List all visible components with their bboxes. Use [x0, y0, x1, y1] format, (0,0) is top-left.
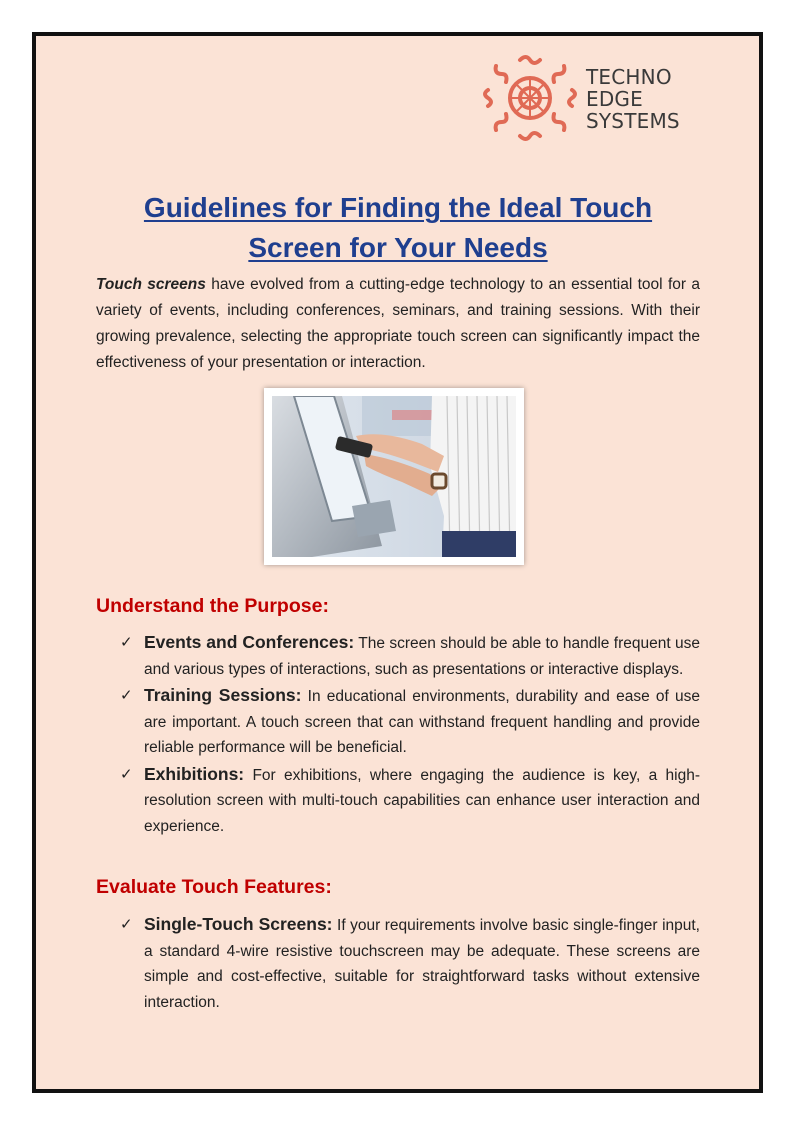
- page-title: Guidelines for Finding the Ideal Touch Screen for Your Needs: [143, 192, 653, 263]
- intro-paragraph: [96, 272, 700, 376]
- page-frame: [32, 32, 763, 1093]
- touch-features-list: [120, 912, 700, 1016]
- intro-text: have evolved from a cutting-edge technology to an essential tool for a variety of events, including conferences, seminars, and training sessions. With their growing prevalence, selecting the appropriate touch screen can significantly impact the effectiveness of your presentation or interaction.: [96, 276, 700, 371]
- logo-gear-icon: [480, 52, 580, 144]
- purpose-list: [120, 630, 700, 840]
- list-item: [120, 762, 700, 840]
- kiosk-photo: [264, 388, 524, 565]
- item-title: Exhibitions:: [144, 763, 245, 784]
- checkmark-icon: ✓: [120, 915, 133, 933]
- item-title: Training Sessions:: [144, 685, 302, 705]
- item-title: Events and Conferences:: [144, 632, 355, 652]
- company-logo: [480, 52, 700, 144]
- logo-line-techno: TECHNO: [586, 65, 672, 89]
- item-title: Single-Touch Screens:: [144, 914, 333, 934]
- list-item: [120, 630, 700, 682]
- intro-lead: Touch screens: [96, 276, 206, 293]
- logo-wordmark: [586, 66, 680, 132]
- checkmark-icon: ✓: [120, 764, 133, 783]
- list-item: [120, 912, 700, 1015]
- list-item: [120, 683, 700, 761]
- checkmark-icon: ✓: [120, 633, 133, 651]
- logo-line-systems: SYSTEMS: [586, 109, 680, 133]
- section-heading-purpose: Understand the Purpose:: [96, 595, 329, 617]
- item-text: The screen should be able to handle frequent use and various types of interactions, such as presentations or interactive displays.: [144, 635, 700, 678]
- section-heading-touch-features: Evaluate Touch Features:: [96, 876, 332, 898]
- logo-line-edge: EDGE: [586, 87, 643, 111]
- item-text: For exhibitions, where engaging the audience is key, a high-resolution screen with multi-touch capabilities can enhance user interaction and experience.: [144, 766, 700, 835]
- item-text: If your requirements involve basic single-finger input, a standard 4-wire resistive touchscreen may be adequate. These screens are simple and cost-effective, suitable for straightforward tasks without extensive interaction.: [144, 917, 700, 1011]
- item-text: In educational environments, durability and ease of use are important. A touch screen that can withstand frequent handling and provide reliable performance will be beneficial.: [144, 688, 700, 756]
- touch-kiosk-image: [272, 396, 516, 557]
- checkmark-icon: ✓: [120, 686, 133, 704]
